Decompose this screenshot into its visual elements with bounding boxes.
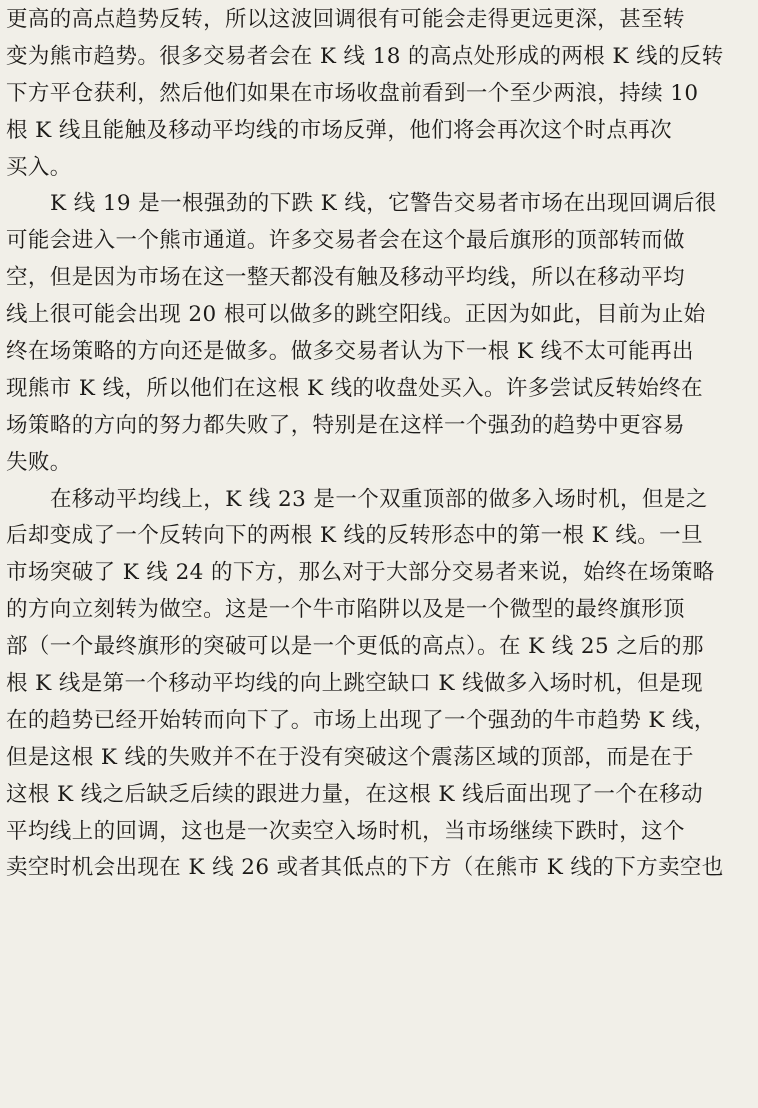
text-line-11: 现熊市 K 线，所以他们在这根 K 线的收盘处买入。许多尝试反转始终在	[6, 375, 703, 401]
text-line-7: 可能会进入一个熊市通道。许多交易者会在这个最后旗形的顶部转而做	[6, 228, 685, 254]
text-line-1: 更高的高点趋势反转，所以这波回调很有可能会走得更远更深，甚至转	[6, 7, 685, 32]
text-line-5: 买入。	[6, 154, 72, 180]
text-line-6: K 线 19 是一根强劲的下跌 K 线，它警告交易者市场在出现回调后很	[50, 191, 717, 217]
text-line-13: 失败。	[6, 449, 72, 475]
text-line-19: 根 K 线是第一个移动平均线的向上跳空缺口 K 线做多入场时机，但是现	[6, 671, 703, 697]
text-line-24: 卖空时机会出现在 K 线 26 或者其低点的下方（在熊市 K 线的下方卖空也	[6, 855, 724, 881]
text-line-12: 场策略的方向的努力都失败了，特别是在这样一个强劲的趋势中更容易	[6, 412, 685, 438]
text-line-10: 终在场策略的方向还是做多。做多交易者认为下一根 K 线不太可能再出	[6, 339, 694, 365]
text-line-15: 后却变成了一个反转向下的两根 K 线的反转形态中的第一根 K 线。一旦	[6, 523, 703, 549]
text-line-21: 但是这根 K 线的失败并不在于没有突破这个震荡区域的顶部，而是在于	[6, 744, 694, 770]
text-line-23: 平均线上的回调，这也是一次卖空入场时机，当市场继续下跌时，这个	[6, 818, 685, 844]
text-line-16: 市场突破了 K 线 24 的下方，那么对于大部分交易者来说，始终在场策略	[6, 560, 715, 586]
text-line-3: 下方平仓获利，然后他们如果在市场收盘前看到一个至少两浪，持续 10	[6, 80, 699, 106]
text-line-4: 根 K 线且能触及移动平均线的市场反弹，他们将会再次这个时点再次	[6, 117, 673, 143]
text-line-20: 在的趋势已经开始转而向下了。市场上出现了一个强劲的牛市趋势 K 线，	[6, 707, 716, 733]
text-line-8: 空，但是因为市场在这一整天都没有触及移动平均线，所以在移动平均	[6, 265, 685, 291]
text-line-17: 的方向立刻转为做空。这是一个牛市陷阱以及是一个微型的最终旗形顶	[6, 597, 685, 623]
text-line-9: 线上很可能会出现 20 根可以做多的跳空阳线。正因为如此，目前为止始	[6, 302, 706, 328]
text-line-2: 变为熊市趋势。很多交易者会在 K 线 18 的高点处形成的两根 K 线的反转	[6, 43, 724, 69]
text-line-18: 部（一个最终旗形的突破可以是一个更低的高点）。在 K 线 25 之后的那	[6, 634, 704, 660]
text-line-22: 这根 K 线之后缺乏后续的跟进力量，在这根 K 线后面出现了一个在移动	[6, 781, 703, 807]
text-line-14: 在移动平均线上，K 线 23 是一个双重顶部的做多入场时机，但是之	[50, 486, 708, 512]
